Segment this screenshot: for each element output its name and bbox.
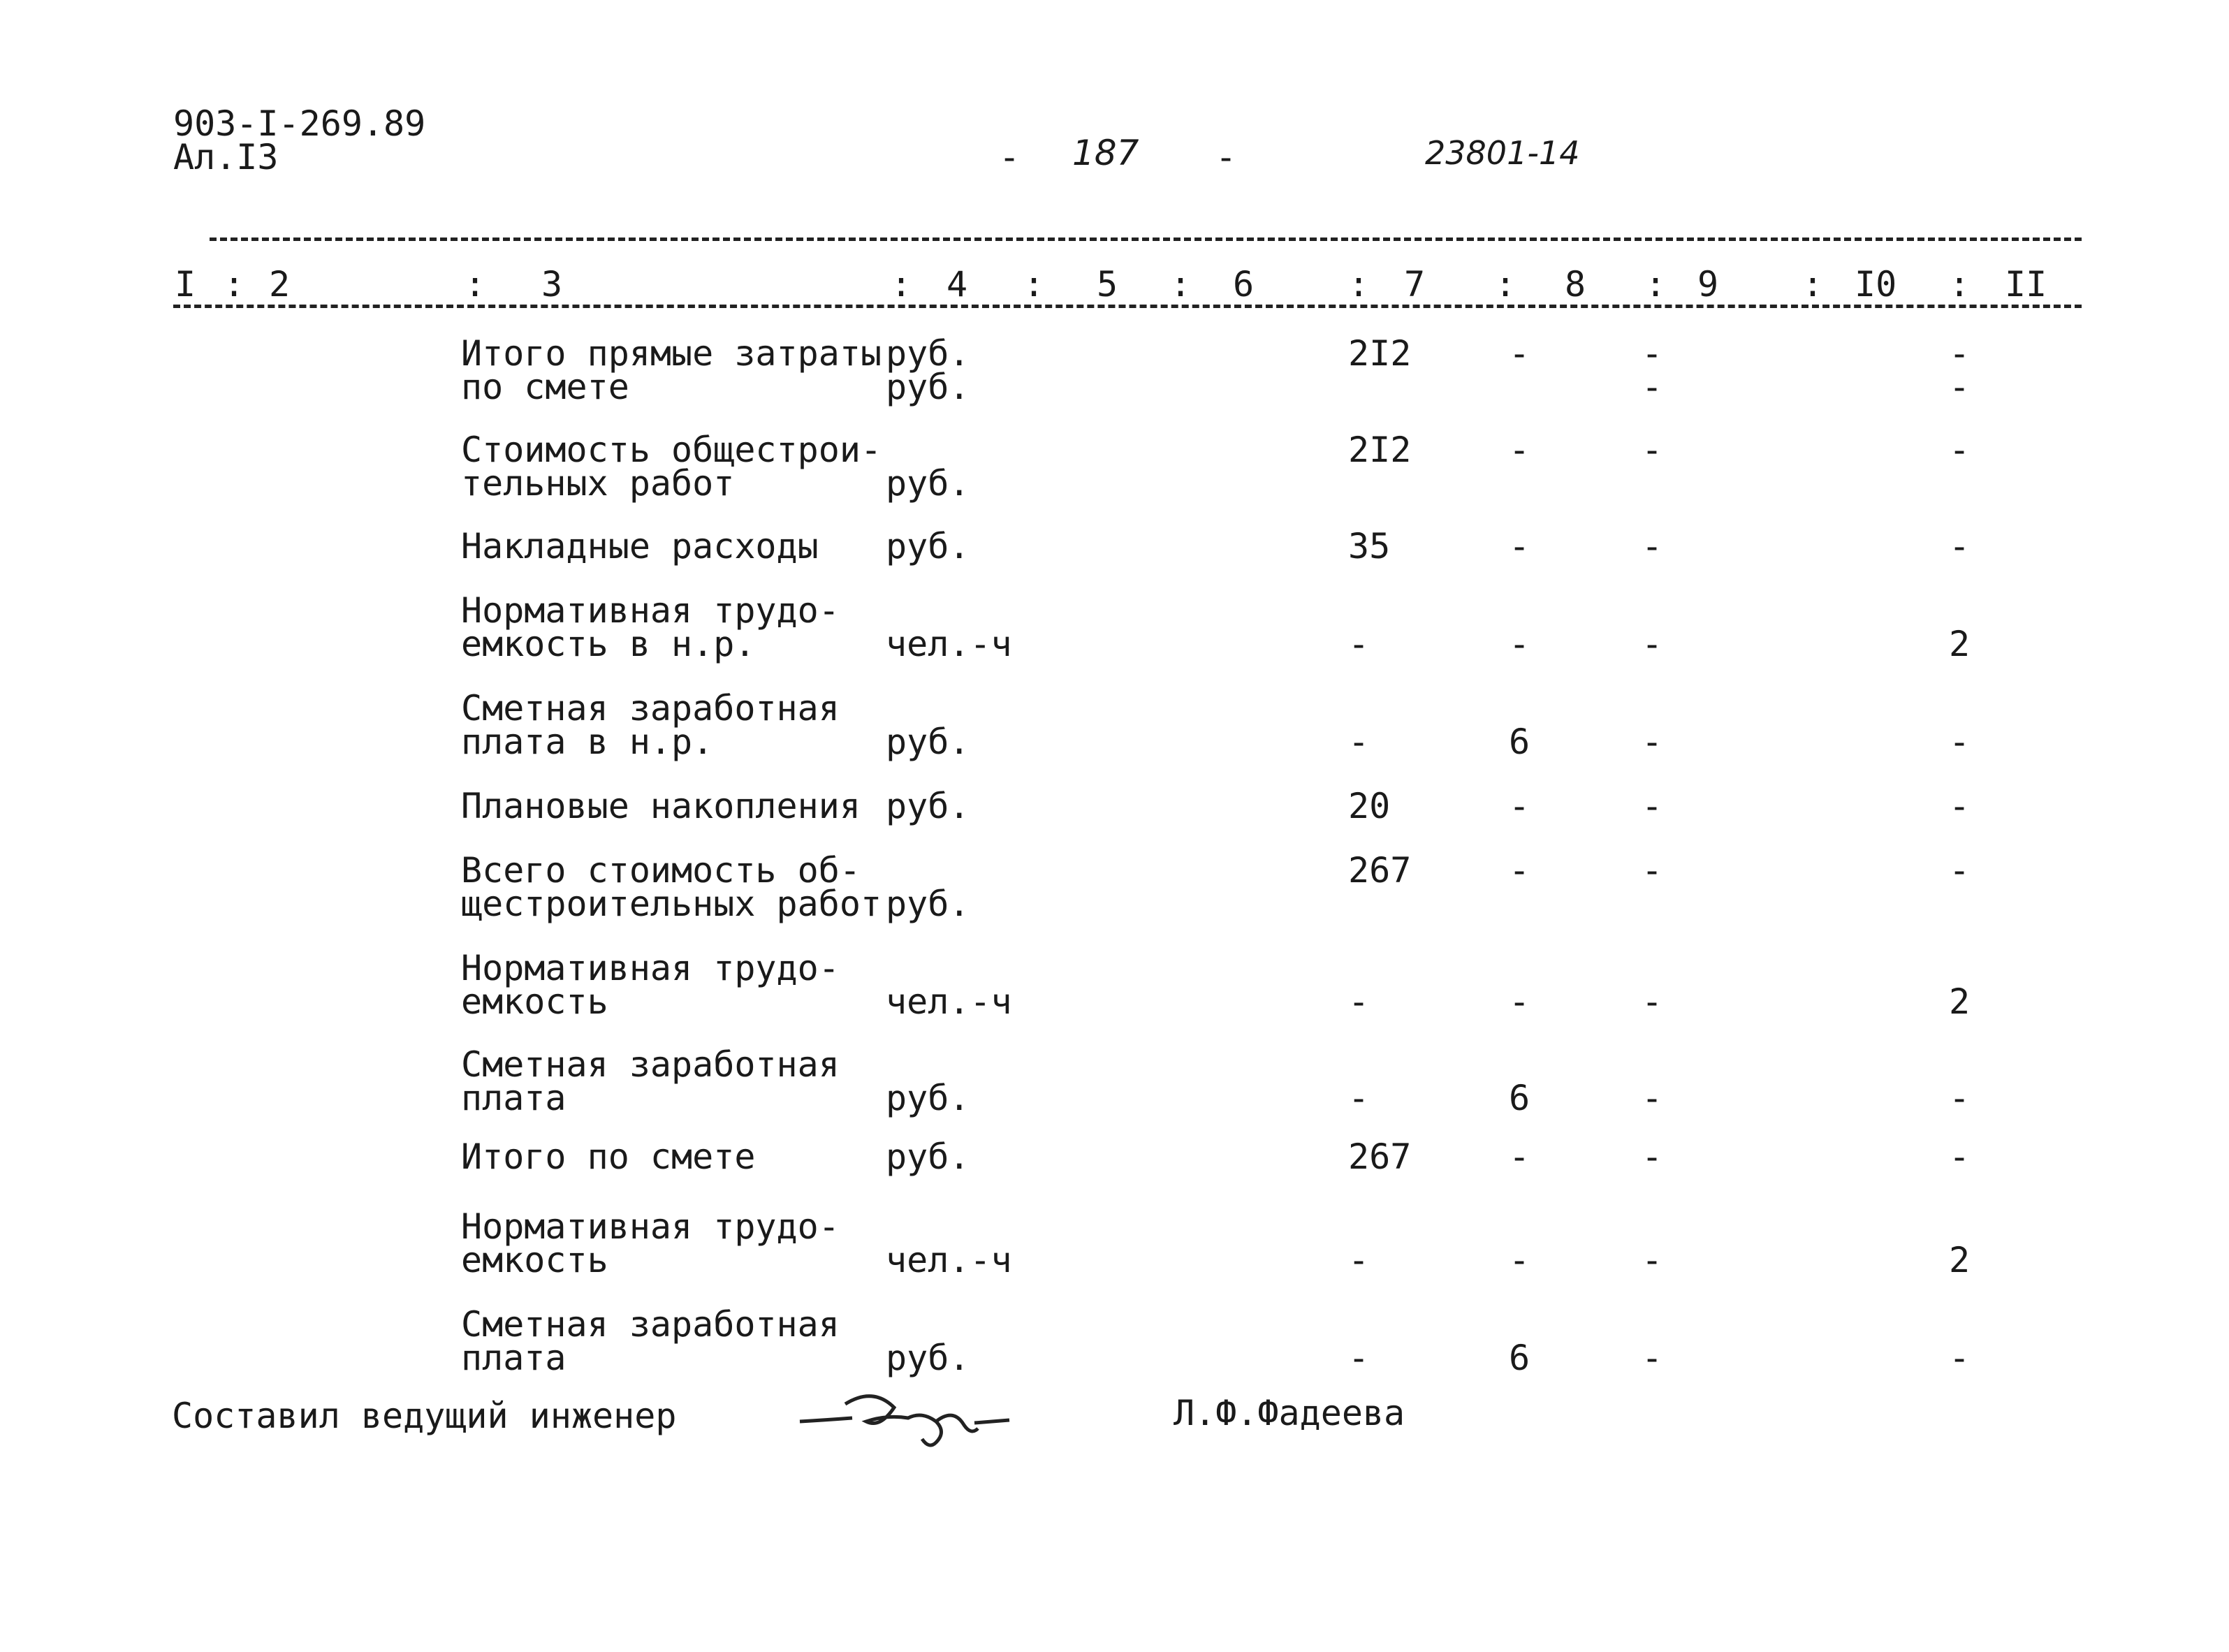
row-value-col7: 267 <box>1348 1136 1412 1177</box>
row-value-col7: - <box>1348 722 1370 762</box>
row-value-col11: - <box>1949 1136 1971 1177</box>
header-underline <box>173 305 2082 308</box>
row-unit: чел.-ч <box>886 624 1012 664</box>
column-number: 6 <box>1233 264 1255 305</box>
row-unit: руб. <box>886 884 970 924</box>
column-number: II <box>2005 264 2047 305</box>
row-value-col9: - <box>1642 1240 1663 1280</box>
row-value-col11: - - <box>1949 333 1971 407</box>
row-value-col9: - - <box>1642 333 1663 407</box>
row-description: Накладные расходы <box>461 526 819 566</box>
column-separator: : <box>891 264 912 305</box>
row-unit: чел.-ч <box>886 981 1012 1022</box>
row-description: Нормативная трудо- емкость <box>461 1206 840 1280</box>
row-unit: чел.-ч <box>886 1240 1012 1280</box>
row-value-col7: - <box>1348 1240 1370 1280</box>
row-value-col8: - <box>1509 1136 1530 1177</box>
row-description: Итого по смете <box>461 1136 756 1177</box>
row-value-col8: 6 <box>1509 1338 1530 1378</box>
column-number: 9 <box>1697 264 1719 305</box>
row-description: Всего стоимость об- щестроительных работ <box>461 850 882 924</box>
row-value-col9: - <box>1642 1136 1663 1177</box>
column-separator: : <box>1023 264 1045 305</box>
row-description: Итого прямые затраты по смете <box>461 333 882 407</box>
row-value-col9: - <box>1642 722 1663 762</box>
row-unit: руб. <box>886 1136 970 1177</box>
row-value-col11: - <box>1949 786 1971 826</box>
column-separator: : <box>1495 264 1517 305</box>
row-value-col7: - <box>1348 981 1370 1022</box>
row-value-col8: - <box>1509 981 1530 1022</box>
row-value-col7: - <box>1348 1078 1370 1118</box>
column-number: 4 <box>947 264 968 305</box>
row-value-col8: - <box>1509 624 1530 664</box>
row-value-col8: - <box>1509 526 1530 566</box>
row-description: Сметная заработная плата <box>461 1304 840 1378</box>
row-value-col7: 2I2 <box>1348 333 1412 374</box>
page-dash-left: - <box>999 137 1021 177</box>
row-value-col7: - <box>1348 624 1370 664</box>
page-number: 187 <box>1072 133 1139 173</box>
row-value-col8: - <box>1509 786 1530 826</box>
row-value-col11: - <box>1949 526 1971 566</box>
row-unit: руб. руб. <box>886 333 970 407</box>
column-separator: : <box>465 264 486 305</box>
top-rule <box>210 237 2082 241</box>
row-value-col9: - <box>1642 1078 1663 1118</box>
column-separator: : <box>1348 264 1370 305</box>
signature <box>796 1380 1013 1456</box>
row-value-col9: - <box>1642 981 1663 1022</box>
row-value-col8: - <box>1509 1240 1530 1280</box>
row-value-col11: - <box>1949 722 1971 762</box>
compiled-by-label: Составил ведущий инженер <box>172 1396 677 1436</box>
row-value-col8: 6 <box>1509 1078 1530 1118</box>
compiler-name: Л.Ф.Фадеева <box>1174 1393 1405 1433</box>
row-value-col8: 6 <box>1509 722 1530 762</box>
column-separator: : <box>1949 264 1971 305</box>
column-number: 8 <box>1565 264 1586 305</box>
column-separator: : <box>1802 264 1824 305</box>
row-value-col11: 2 <box>1949 981 1971 1022</box>
row-description: Сметная заработная плата в н.р. <box>461 688 840 762</box>
row-value-col7: 267 <box>1348 850 1412 891</box>
column-number: 3 <box>541 264 563 305</box>
page-dash-right: - <box>1215 137 1237 177</box>
row-value-col8: - <box>1509 430 1530 470</box>
row-value-col11: - <box>1949 1078 1971 1118</box>
column-number: 5 <box>1097 264 1118 305</box>
row-description: Плановые накопления <box>461 786 861 826</box>
column-separator: : <box>224 264 245 305</box>
column-number: I <box>175 264 196 305</box>
row-description: Сметная заработная плата <box>461 1044 840 1118</box>
row-value-col11: - <box>1949 430 1971 470</box>
row-value-col9: - <box>1642 1338 1663 1378</box>
sheet-label: Ал.I3 <box>173 137 279 177</box>
row-value-col11: - <box>1949 1338 1971 1378</box>
row-description: Нормативная трудо- емкость в н.р. <box>461 590 840 664</box>
row-value-col9: - <box>1642 850 1663 891</box>
row-unit: руб. <box>886 722 970 762</box>
row-value-col7: 20 <box>1348 786 1391 826</box>
column-number: 2 <box>269 264 291 305</box>
column-number: I0 <box>1855 264 1897 305</box>
row-unit: руб. <box>886 463 970 504</box>
row-value-col11: 2 <box>1949 1240 1971 1280</box>
row-description: Нормативная трудо- емкость <box>461 948 840 1022</box>
document-id: 23801-14 <box>1425 134 1580 172</box>
row-unit: руб. <box>886 1078 970 1118</box>
row-value-col11: - <box>1949 850 1971 891</box>
row-unit: руб. <box>886 1338 970 1378</box>
column-number: 7 <box>1404 264 1426 305</box>
row-value-col7: - <box>1348 1338 1370 1378</box>
row-value-col9: - <box>1642 624 1663 664</box>
row-value-col8: - <box>1509 333 1530 374</box>
row-unit: руб. <box>886 526 970 566</box>
row-value-col8: - <box>1509 850 1530 891</box>
row-value-col9: - <box>1642 526 1663 566</box>
row-value-col9: - <box>1642 430 1663 470</box>
column-separator: : <box>1170 264 1192 305</box>
row-value-col9: - <box>1642 786 1663 826</box>
row-unit: руб. <box>886 786 970 826</box>
row-value-col7: 2I2 <box>1348 430 1412 470</box>
row-description: Стоимость общестрои- тельных работ <box>461 430 882 504</box>
row-value-col7: 35 <box>1348 526 1391 566</box>
document-code: 903-I-269.89 <box>173 103 426 144</box>
row-value-col11: 2 <box>1949 624 1971 664</box>
column-separator: : <box>1645 264 1667 305</box>
